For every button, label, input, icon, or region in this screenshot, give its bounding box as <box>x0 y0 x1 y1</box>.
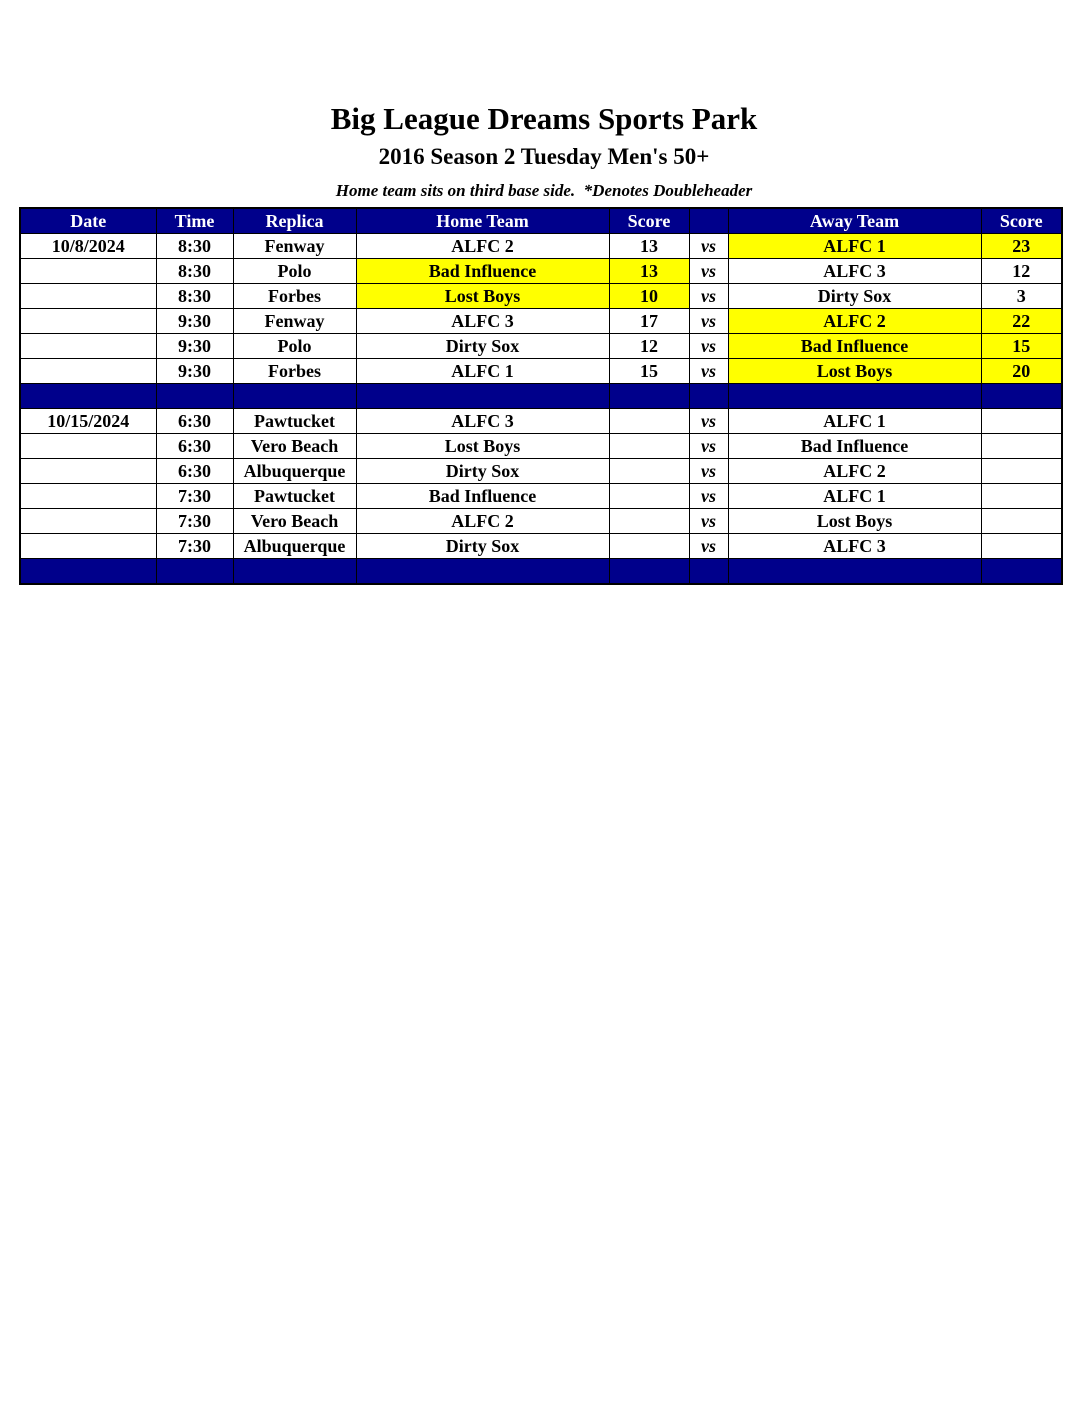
away-team-cell: ALFC 3 <box>728 534 981 559</box>
separator-cell <box>20 384 156 409</box>
time-cell: 6:30 <box>156 409 233 434</box>
replica-cell: Pawtucket <box>233 409 356 434</box>
table-row <box>20 284 1062 309</box>
away-score-cell: 3 <box>981 284 1062 309</box>
home-score-cell <box>609 484 689 509</box>
away-score-cell: 22 <box>981 309 1062 334</box>
separator-cell <box>356 384 609 409</box>
date-cell <box>20 334 156 359</box>
home-team-cell: Dirty Sox <box>356 459 609 484</box>
away-team-cell: ALFC 2 <box>728 309 981 334</box>
vs-cell: vs <box>689 534 728 559</box>
away-score-cell <box>981 409 1062 434</box>
time-cell: 8:30 <box>156 284 233 309</box>
separator-cell <box>20 559 156 585</box>
schedule-body <box>20 234 1062 585</box>
away-team-cell: Lost Boys <box>728 509 981 534</box>
time-cell: 7:30 <box>156 509 233 534</box>
vs-cell: vs <box>689 309 728 334</box>
home-team-cell: ALFC 2 <box>356 234 609 259</box>
away-score-cell: 23 <box>981 234 1062 259</box>
replica-cell: Forbes <box>233 284 356 309</box>
week-separator-band <box>20 559 1062 585</box>
separator-cell <box>689 559 728 585</box>
col-header-date: Date <box>20 208 156 234</box>
vs-cell: vs <box>689 409 728 434</box>
vs-cell: vs <box>689 359 728 384</box>
col-header-home-team: Home Team <box>356 208 609 234</box>
vs-cell: vs <box>689 459 728 484</box>
home-team-cell: Lost Boys <box>356 284 609 309</box>
separator-cell <box>233 559 356 585</box>
schedule-note: Home team sits on third base side. *Denotes Doubleheader <box>335 181 753 200</box>
col-header-time: Time <box>156 208 233 234</box>
home-score-cell: 13 <box>609 259 689 284</box>
home-team-cell: ALFC 2 <box>356 509 609 534</box>
away-score-cell <box>981 534 1062 559</box>
home-team-cell: Dirty Sox <box>356 334 609 359</box>
table-row <box>20 309 1062 334</box>
away-team-cell: ALFC 1 <box>728 484 981 509</box>
date-cell <box>20 484 156 509</box>
away-team-cell: Dirty Sox <box>728 284 981 309</box>
week-separator-band <box>20 384 1062 409</box>
vs-cell: vs <box>689 259 728 284</box>
date-cell <box>20 309 156 334</box>
table-row <box>20 334 1062 359</box>
separator-cell <box>233 384 356 409</box>
home-score-cell <box>609 459 689 484</box>
time-cell: 6:30 <box>156 459 233 484</box>
vs-cell: vs <box>689 234 728 259</box>
table-row <box>20 459 1062 484</box>
replica-cell: Polo <box>233 334 356 359</box>
page-title: Big League Dreams Sports Park <box>330 101 758 136</box>
page-subtitle: 2016 Season 2 Tuesday Men's 50+ <box>378 144 710 169</box>
away-score-cell <box>981 459 1062 484</box>
home-team-cell: Bad Influence <box>356 259 609 284</box>
away-team-cell: Bad Influence <box>728 334 981 359</box>
away-team-cell: ALFC 1 <box>728 409 981 434</box>
table-row <box>20 359 1062 384</box>
away-team-cell: Bad Influence <box>728 434 981 459</box>
away-score-cell: 15 <box>981 334 1062 359</box>
away-team-cell: ALFC 2 <box>728 459 981 484</box>
schedule-table <box>19 207 1063 585</box>
home-team-cell: Lost Boys <box>356 434 609 459</box>
table-header-row <box>20 208 1062 234</box>
away-score-cell: 20 <box>981 359 1062 384</box>
home-score-cell <box>609 509 689 534</box>
away-team-cell: ALFC 3 <box>728 259 981 284</box>
away-score-cell <box>981 484 1062 509</box>
date-cell <box>20 459 156 484</box>
table-row <box>20 259 1062 284</box>
col-header-away-score: Score <box>981 208 1062 234</box>
home-score-cell: 15 <box>609 359 689 384</box>
table-row <box>20 534 1062 559</box>
replica-cell: Albuquerque <box>233 534 356 559</box>
separator-cell <box>609 384 689 409</box>
time-cell: 6:30 <box>156 434 233 459</box>
date-cell <box>20 534 156 559</box>
separator-cell <box>728 384 981 409</box>
time-cell: 9:30 <box>156 334 233 359</box>
home-score-cell: 17 <box>609 309 689 334</box>
time-cell: 7:30 <box>156 534 233 559</box>
vs-cell: vs <box>689 334 728 359</box>
away-team-cell: Lost Boys <box>728 359 981 384</box>
away-score-cell <box>981 434 1062 459</box>
home-team-cell: Dirty Sox <box>356 534 609 559</box>
time-cell: 9:30 <box>156 359 233 384</box>
home-score-cell: 13 <box>609 234 689 259</box>
date-cell: 10/8/2024 <box>20 234 156 259</box>
home-score-cell <box>609 434 689 459</box>
home-team-cell: Bad Influence <box>356 484 609 509</box>
separator-cell <box>156 384 233 409</box>
home-team-cell: ALFC 3 <box>356 309 609 334</box>
time-cell: 8:30 <box>156 259 233 284</box>
home-score-cell <box>609 534 689 559</box>
separator-cell <box>356 559 609 585</box>
replica-cell: Vero Beach <box>233 434 356 459</box>
date-cell <box>20 259 156 284</box>
table-row <box>20 484 1062 509</box>
away-score-cell <box>981 509 1062 534</box>
date-cell <box>20 359 156 384</box>
home-score-cell: 12 <box>609 334 689 359</box>
table-row <box>20 234 1062 259</box>
separator-cell <box>689 384 728 409</box>
replica-cell: Albuquerque <box>233 459 356 484</box>
vs-cell: vs <box>689 509 728 534</box>
separator-cell <box>609 559 689 585</box>
date-cell <box>20 434 156 459</box>
vs-cell: vs <box>689 434 728 459</box>
vs-cell: vs <box>689 284 728 309</box>
date-cell: 10/15/2024 <box>20 409 156 434</box>
table-row <box>20 434 1062 459</box>
separator-cell <box>156 559 233 585</box>
time-cell: 9:30 <box>156 309 233 334</box>
replica-cell: Pawtucket <box>233 484 356 509</box>
home-score-cell: 10 <box>609 284 689 309</box>
replica-cell: Fenway <box>233 309 356 334</box>
time-cell: 7:30 <box>156 484 233 509</box>
replica-cell: Vero Beach <box>233 509 356 534</box>
replica-cell: Fenway <box>233 234 356 259</box>
time-cell: 8:30 <box>156 234 233 259</box>
col-header-home-score: Score <box>609 208 689 234</box>
vs-cell: vs <box>689 484 728 509</box>
separator-cell <box>728 559 981 585</box>
date-cell <box>20 509 156 534</box>
away-team-cell: ALFC 1 <box>728 234 981 259</box>
home-team-cell: ALFC 3 <box>356 409 609 434</box>
date-cell <box>20 284 156 309</box>
col-header-replica: Replica <box>233 208 356 234</box>
col-header-vs <box>689 208 728 234</box>
home-score-cell <box>609 409 689 434</box>
away-score-cell: 12 <box>981 259 1062 284</box>
table-row <box>20 409 1062 434</box>
separator-cell <box>981 384 1062 409</box>
separator-cell <box>981 559 1062 585</box>
replica-cell: Forbes <box>233 359 356 384</box>
replica-cell: Polo <box>233 259 356 284</box>
home-team-cell: ALFC 1 <box>356 359 609 384</box>
col-header-away-team: Away Team <box>728 208 981 234</box>
table-row <box>20 509 1062 534</box>
